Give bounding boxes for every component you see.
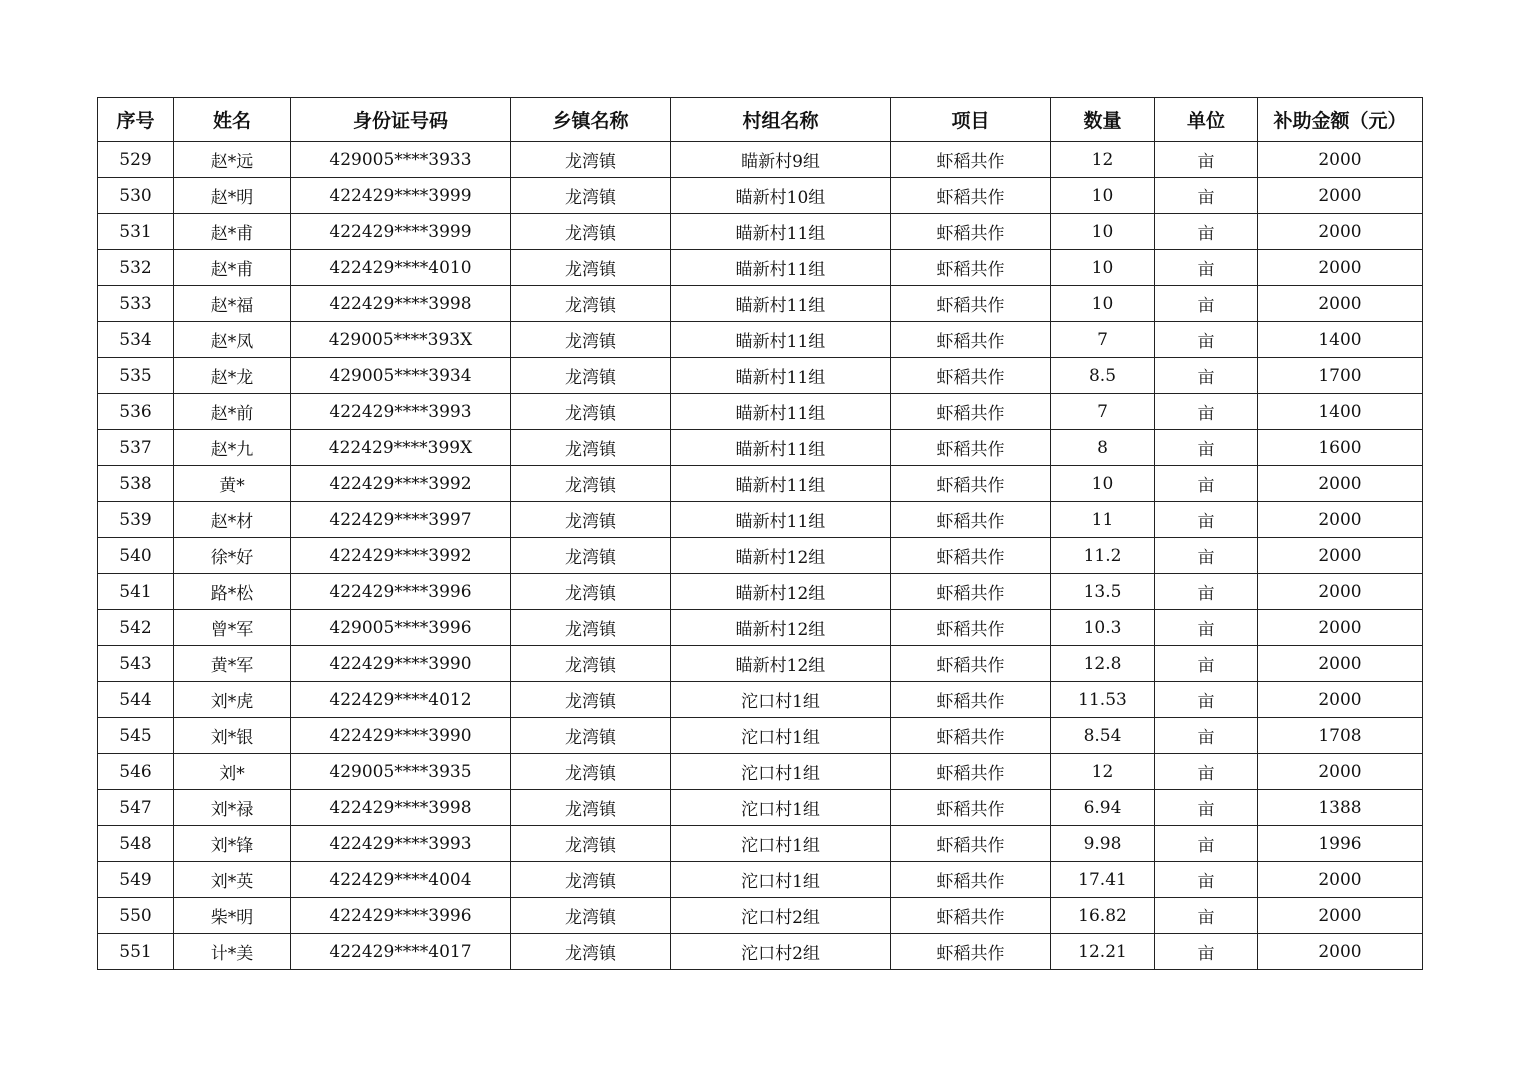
cell-seq: 532: [98, 250, 174, 286]
cell-unit: 亩: [1155, 250, 1258, 286]
cell-id-number: 422429****3990: [291, 646, 511, 682]
cell-subsidy-amount: 1388: [1258, 790, 1423, 826]
cell-project: 虾稻共作: [891, 826, 1051, 862]
cell-seq: 535: [98, 358, 174, 394]
cell-name: 赵*九: [174, 430, 291, 466]
cell-unit: 亩: [1155, 178, 1258, 214]
cell-township: 龙湾镇: [511, 250, 671, 286]
cell-township: 龙湾镇: [511, 826, 671, 862]
cell-id-number: 429005****3996: [291, 610, 511, 646]
cell-seq: 542: [98, 610, 174, 646]
cell-township: 龙湾镇: [511, 538, 671, 574]
table-row: [98, 430, 1423, 466]
cell-quantity: 17.41: [1051, 862, 1155, 898]
cell-quantity: 16.82: [1051, 898, 1155, 934]
cell-seq: 551: [98, 934, 174, 970]
cell-village-group: 沱口村2组: [671, 934, 891, 970]
cell-village-group: 瞄新村12组: [671, 646, 891, 682]
cell-township: 龙湾镇: [511, 394, 671, 430]
cell-seq: 529: [98, 142, 174, 178]
cell-subsidy-amount: 1400: [1258, 322, 1423, 358]
cell-name: 赵*明: [174, 178, 291, 214]
cell-quantity: 12.8: [1051, 646, 1155, 682]
cell-name: 赵*龙: [174, 358, 291, 394]
cell-village-group: 沱口村1组: [671, 790, 891, 826]
cell-id-number: 422429****3998: [291, 286, 511, 322]
cell-project: 虾稻共作: [891, 142, 1051, 178]
cell-name: 赵*甫: [174, 214, 291, 250]
cell-quantity: 9.98: [1051, 826, 1155, 862]
cell-quantity: 7: [1051, 322, 1155, 358]
cell-unit: 亩: [1155, 286, 1258, 322]
cell-subsidy-amount: 2000: [1258, 466, 1423, 502]
cell-name: 赵*凤: [174, 322, 291, 358]
cell-subsidy-amount: 1700: [1258, 358, 1423, 394]
cell-village-group: 沱口村2组: [671, 898, 891, 934]
cell-township: 龙湾镇: [511, 934, 671, 970]
cell-project: 虾稻共作: [891, 718, 1051, 754]
cell-name: 赵*福: [174, 286, 291, 322]
cell-project: 虾稻共作: [891, 394, 1051, 430]
cell-subsidy-amount: 2000: [1258, 502, 1423, 538]
cell-village-group: 沱口村1组: [671, 754, 891, 790]
cell-village-group: 瞄新村11组: [671, 214, 891, 250]
cell-project: 虾稻共作: [891, 754, 1051, 790]
cell-village-group: 沱口村1组: [671, 862, 891, 898]
cell-village-group: 瞄新村12组: [671, 574, 891, 610]
cell-seq: 536: [98, 394, 174, 430]
cell-seq: 537: [98, 430, 174, 466]
cell-unit: 亩: [1155, 538, 1258, 574]
cell-unit: 亩: [1155, 358, 1258, 394]
header-row: [98, 98, 1423, 142]
cell-quantity: 10: [1051, 250, 1155, 286]
cell-id-number: 422429****3998: [291, 790, 511, 826]
cell-seq: 538: [98, 466, 174, 502]
cell-quantity: 11.2: [1051, 538, 1155, 574]
cell-subsidy-amount: 2000: [1258, 934, 1423, 970]
cell-seq: 547: [98, 790, 174, 826]
cell-project: 虾稻共作: [891, 322, 1051, 358]
cell-township: 龙湾镇: [511, 646, 671, 682]
cell-name: 赵*甫: [174, 250, 291, 286]
cell-name: 赵*远: [174, 142, 291, 178]
table-row: [98, 574, 1423, 610]
cell-quantity: 6.94: [1051, 790, 1155, 826]
cell-quantity: 11: [1051, 502, 1155, 538]
cell-subsidy-amount: 2000: [1258, 646, 1423, 682]
cell-seq: 541: [98, 574, 174, 610]
cell-subsidy-amount: 2000: [1258, 250, 1423, 286]
cell-id-number: 422429****4012: [291, 682, 511, 718]
cell-unit: 亩: [1155, 682, 1258, 718]
cell-project: 虾稻共作: [891, 646, 1051, 682]
table-row: [98, 142, 1423, 178]
table-row: [98, 718, 1423, 754]
table-row: [98, 610, 1423, 646]
cell-township: 龙湾镇: [511, 286, 671, 322]
cell-quantity: 8.5: [1051, 358, 1155, 394]
cell-unit: 亩: [1155, 142, 1258, 178]
cell-seq: 548: [98, 826, 174, 862]
cell-id-number: 422429****3999: [291, 178, 511, 214]
cell-unit: 亩: [1155, 394, 1258, 430]
cell-quantity: 12.21: [1051, 934, 1155, 970]
cell-unit: 亩: [1155, 502, 1258, 538]
cell-township: 龙湾镇: [511, 466, 671, 502]
cell-id-number: 422429****3990: [291, 718, 511, 754]
header-township: 乡镇名称: [511, 98, 671, 142]
cell-name: 刘*银: [174, 718, 291, 754]
cell-unit: 亩: [1155, 214, 1258, 250]
cell-quantity: 13.5: [1051, 574, 1155, 610]
header-id-number: 身份证号码: [291, 98, 511, 142]
cell-unit: 亩: [1155, 826, 1258, 862]
cell-township: 龙湾镇: [511, 862, 671, 898]
cell-quantity: 12: [1051, 754, 1155, 790]
cell-unit: 亩: [1155, 718, 1258, 754]
cell-quantity: 11.53: [1051, 682, 1155, 718]
cell-subsidy-amount: 2000: [1258, 214, 1423, 250]
cell-quantity: 10: [1051, 178, 1155, 214]
cell-project: 虾稻共作: [891, 790, 1051, 826]
cell-name: 柴*明: [174, 898, 291, 934]
cell-subsidy-amount: 2000: [1258, 574, 1423, 610]
cell-subsidy-amount: 2000: [1258, 610, 1423, 646]
cell-id-number: 429005****3934: [291, 358, 511, 394]
header-quantity: 数量: [1051, 98, 1155, 142]
cell-name: 路*松: [174, 574, 291, 610]
cell-unit: 亩: [1155, 574, 1258, 610]
cell-township: 龙湾镇: [511, 754, 671, 790]
cell-project: 虾稻共作: [891, 502, 1051, 538]
cell-name: 计*美: [174, 934, 291, 970]
cell-village-group: 沱口村1组: [671, 682, 891, 718]
cell-quantity: 7: [1051, 394, 1155, 430]
cell-village-group: 瞄新村10组: [671, 178, 891, 214]
cell-quantity: 12: [1051, 142, 1155, 178]
subsidy-sheet: [97, 97, 1422, 970]
cell-name: 刘*禄: [174, 790, 291, 826]
table-row: [98, 934, 1423, 970]
cell-quantity: 8.54: [1051, 718, 1155, 754]
table-row: [98, 394, 1423, 430]
cell-quantity: 10.3: [1051, 610, 1155, 646]
table-row: [98, 466, 1423, 502]
cell-id-number: 422429****3997: [291, 502, 511, 538]
cell-project: 虾稻共作: [891, 178, 1051, 214]
cell-project: 虾稻共作: [891, 898, 1051, 934]
header-subsidy-amount: 补助金额（元）: [1258, 98, 1423, 142]
cell-subsidy-amount: 2000: [1258, 142, 1423, 178]
cell-project: 虾稻共作: [891, 430, 1051, 466]
cell-seq: 545: [98, 718, 174, 754]
cell-project: 虾稻共作: [891, 610, 1051, 646]
header-unit: 单位: [1155, 98, 1258, 142]
cell-id-number: 422429****3996: [291, 898, 511, 934]
cell-id-number: 422429****4010: [291, 250, 511, 286]
cell-subsidy-amount: 2000: [1258, 754, 1423, 790]
cell-project: 虾稻共作: [891, 538, 1051, 574]
cell-project: 虾稻共作: [891, 574, 1051, 610]
cell-village-group: 瞄新村11组: [671, 394, 891, 430]
cell-subsidy-amount: 2000: [1258, 538, 1423, 574]
cell-unit: 亩: [1155, 430, 1258, 466]
cell-village-group: 瞄新村11组: [671, 250, 891, 286]
cell-id-number: 422429****3993: [291, 394, 511, 430]
cell-project: 虾稻共作: [891, 250, 1051, 286]
table-row: [98, 646, 1423, 682]
cell-id-number: 422429****4017: [291, 934, 511, 970]
cell-id-number: 429005****393X: [291, 322, 511, 358]
cell-unit: 亩: [1155, 610, 1258, 646]
cell-township: 龙湾镇: [511, 682, 671, 718]
cell-subsidy-amount: 2000: [1258, 286, 1423, 322]
cell-township: 龙湾镇: [511, 790, 671, 826]
cell-subsidy-amount: 1600: [1258, 430, 1423, 466]
cell-project: 虾稻共作: [891, 682, 1051, 718]
cell-quantity: 10: [1051, 214, 1155, 250]
cell-unit: 亩: [1155, 934, 1258, 970]
cell-id-number: 422429****399X: [291, 430, 511, 466]
cell-project: 虾稻共作: [891, 214, 1051, 250]
cell-subsidy-amount: 2000: [1258, 862, 1423, 898]
cell-seq: 546: [98, 754, 174, 790]
cell-unit: 亩: [1155, 898, 1258, 934]
cell-id-number: 422429****3993: [291, 826, 511, 862]
header-project: 项目: [891, 98, 1051, 142]
cell-project: 虾稻共作: [891, 862, 1051, 898]
cell-id-number: 422429****3996: [291, 574, 511, 610]
cell-project: 虾稻共作: [891, 466, 1051, 502]
cell-village-group: 瞄新村11组: [671, 358, 891, 394]
cell-project: 虾稻共作: [891, 934, 1051, 970]
cell-name: 刘*英: [174, 862, 291, 898]
cell-village-group: 沱口村1组: [671, 826, 891, 862]
cell-project: 虾稻共作: [891, 286, 1051, 322]
subsidy-table: [97, 97, 1423, 970]
cell-unit: 亩: [1155, 646, 1258, 682]
cell-seq: 533: [98, 286, 174, 322]
cell-subsidy-amount: 2000: [1258, 178, 1423, 214]
header-seq: 序号: [98, 98, 174, 142]
cell-seq: 539: [98, 502, 174, 538]
table-row: [98, 322, 1423, 358]
cell-subsidy-amount: 1996: [1258, 826, 1423, 862]
table-row: [98, 754, 1423, 790]
cell-project: 虾稻共作: [891, 358, 1051, 394]
cell-seq: 540: [98, 538, 174, 574]
cell-township: 龙湾镇: [511, 718, 671, 754]
cell-village-group: 瞄新村11组: [671, 430, 891, 466]
cell-township: 龙湾镇: [511, 898, 671, 934]
cell-seq: 534: [98, 322, 174, 358]
cell-name: 曾*军: [174, 610, 291, 646]
table-row: [98, 214, 1423, 250]
cell-quantity: 10: [1051, 466, 1155, 502]
cell-subsidy-amount: 1708: [1258, 718, 1423, 754]
cell-village-group: 沱口村1组: [671, 718, 891, 754]
cell-subsidy-amount: 2000: [1258, 682, 1423, 718]
table-body: [98, 142, 1423, 970]
cell-id-number: 422429****3999: [291, 214, 511, 250]
cell-seq: 549: [98, 862, 174, 898]
cell-id-number: 422429****4004: [291, 862, 511, 898]
cell-quantity: 8: [1051, 430, 1155, 466]
cell-name: 刘*锋: [174, 826, 291, 862]
cell-township: 龙湾镇: [511, 502, 671, 538]
cell-village-group: 瞄新村11组: [671, 286, 891, 322]
cell-township: 龙湾镇: [511, 142, 671, 178]
cell-id-number: 429005****3933: [291, 142, 511, 178]
table-row: [98, 862, 1423, 898]
cell-name: 刘*虎: [174, 682, 291, 718]
cell-subsidy-amount: 2000: [1258, 898, 1423, 934]
table-row: [98, 538, 1423, 574]
cell-id-number: 422429****3992: [291, 466, 511, 502]
table-row: [98, 178, 1423, 214]
cell-village-group: 瞄新村11组: [671, 466, 891, 502]
table-row: [98, 250, 1423, 286]
cell-township: 龙湾镇: [511, 430, 671, 466]
cell-seq: 550: [98, 898, 174, 934]
cell-id-number: 422429****3992: [291, 538, 511, 574]
cell-unit: 亩: [1155, 862, 1258, 898]
cell-id-number: 429005****3935: [291, 754, 511, 790]
cell-name: 刘*: [174, 754, 291, 790]
cell-seq: 531: [98, 214, 174, 250]
cell-name: 赵*材: [174, 502, 291, 538]
table-row: [98, 826, 1423, 862]
cell-name: 赵*前: [174, 394, 291, 430]
cell-seq: 544: [98, 682, 174, 718]
cell-township: 龙湾镇: [511, 322, 671, 358]
cell-quantity: 10: [1051, 286, 1155, 322]
cell-unit: 亩: [1155, 790, 1258, 826]
cell-name: 黄*军: [174, 646, 291, 682]
cell-village-group: 瞄新村12组: [671, 610, 891, 646]
table-row: [98, 502, 1423, 538]
cell-name: 黄*: [174, 466, 291, 502]
table-row: [98, 790, 1423, 826]
cell-unit: 亩: [1155, 322, 1258, 358]
table-row: [98, 898, 1423, 934]
header-name: 姓名: [174, 98, 291, 142]
cell-unit: 亩: [1155, 466, 1258, 502]
cell-name: 徐*好: [174, 538, 291, 574]
table-row: [98, 286, 1423, 322]
cell-township: 龙湾镇: [511, 214, 671, 250]
cell-unit: 亩: [1155, 754, 1258, 790]
cell-village-group: 瞄新村11组: [671, 502, 891, 538]
cell-township: 龙湾镇: [511, 574, 671, 610]
table-row: [98, 682, 1423, 718]
cell-township: 龙湾镇: [511, 358, 671, 394]
cell-village-group: 瞄新村11组: [671, 322, 891, 358]
table-row: [98, 358, 1423, 394]
cell-village-group: 瞄新村9组: [671, 142, 891, 178]
cell-subsidy-amount: 1400: [1258, 394, 1423, 430]
header-village-group: 村组名称: [671, 98, 891, 142]
cell-township: 龙湾镇: [511, 178, 671, 214]
cell-seq: 530: [98, 178, 174, 214]
cell-seq: 543: [98, 646, 174, 682]
cell-township: 龙湾镇: [511, 610, 671, 646]
cell-village-group: 瞄新村12组: [671, 538, 891, 574]
